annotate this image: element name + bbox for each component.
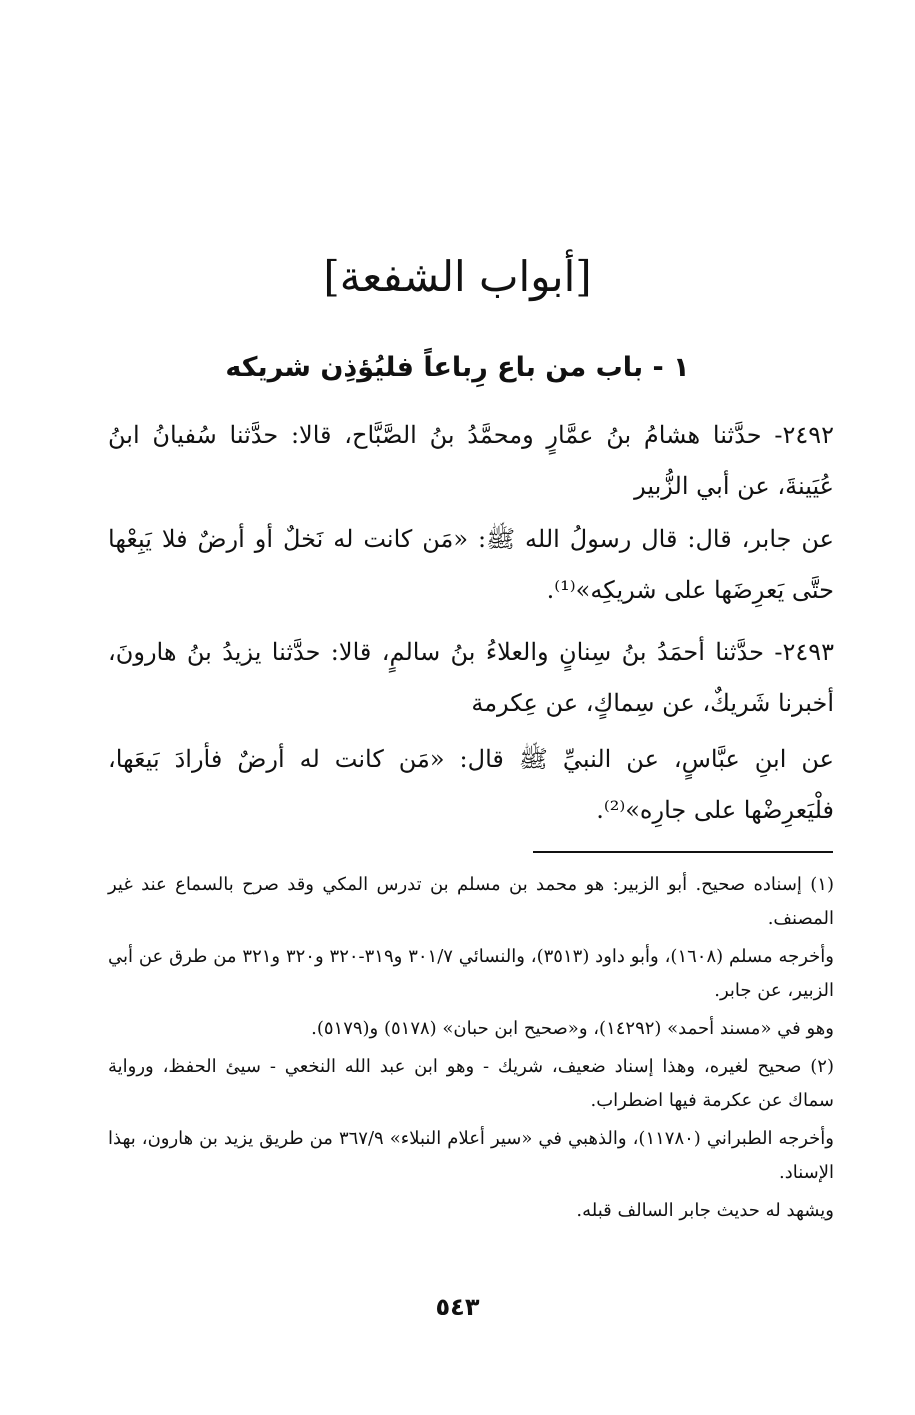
hadith-matn-2492: عن جابر، قال: قال رسولُ الله ﷺ: «مَن كانت له نَخلٌ أو أرضٌ فلا يَبِعْها حتَّى يَعرِضَها على شريكِه»⁽¹⁾. bbox=[108, 525, 834, 604]
footnote-2-witness: ويشهد له حديث جابر السالف قبله. bbox=[576, 1200, 834, 1221]
chapter-title: ١ - باب من باع رِباعاً فليُؤذِن شريكه bbox=[225, 352, 690, 383]
book-title: [أبواب الشفعة] bbox=[323, 252, 592, 301]
footnote-1-sources: وأخرجه مسلم (١٦٠٨)، وأبو داود (٣٥١٣)، والنسائي ٣٠١/٧ و٣١٩-٣٢٠ و٣٢٠ و٣٢١ من طرق عن أبي الزبير، عن جابر. bbox=[108, 946, 834, 1001]
footnote-2-sources: وأخرجه الطبراني (١١٧٨٠)، والذهبي في «سير أعلام النبلاء» ٣٦٧/٩ من طريق يزيد بن هارون، بهذا الإسناد. bbox=[108, 1128, 835, 1183]
footnote-1-grading: (١) إسناده صحيح. أبو الزبير: هو محمد بن مسلم بن تدرس المكي وقد صرح بالسماع عند غير المصنف. bbox=[108, 874, 834, 929]
footnote-1-references: وهو في «مسند أحمد» (١٤٢٩٢)، و«صحيح ابن حبان» (٥١٧٨) و(٥١٧٩). bbox=[311, 1018, 834, 1039]
hadith-isnad-2492: ٢٤٩٢- حدَّثنا هشامُ بنُ عمَّارٍ ومحمَّدُ بنُ الصَّبَّاح، قالا: حدَّثنا سُفيانُ ابنُ عُيَينةَ، عن أبي الزُّبير bbox=[108, 421, 834, 500]
footnotes bbox=[108, 868, 834, 1232]
hadith-matn-2493: عن ابنِ عبَّاسٍ، عن النبيِّ ﷺ قال: «مَن كانت له أرضٌ فأرادَ بَيعَها، فلْيَعرِضْها على جارِه»⁽²⁾. bbox=[108, 745, 834, 824]
page-number: ٥٤٣ bbox=[435, 1293, 480, 1321]
footnote-2-grading: (٢) صحيح لغيره، وهذا إسناد ضعيف، شريك - وهو ابن عبد الله النخعي - سيئ الحفظ، ورواية سماك عن عكرمة فيها اضطراب. bbox=[108, 1056, 834, 1111]
footnote-divider bbox=[533, 851, 833, 853]
hadith-isnad-2493: ٢٤٩٣- حدَّثنا أحمَدُ بنُ سِنانٍ والعلاءُ بنُ سالمٍ، قالا: حدَّثنا يزيدُ بنُ هارونَ، أخبرنا شَريكٌ، عن سِماكٍ، عن عِكرمة bbox=[108, 638, 834, 717]
